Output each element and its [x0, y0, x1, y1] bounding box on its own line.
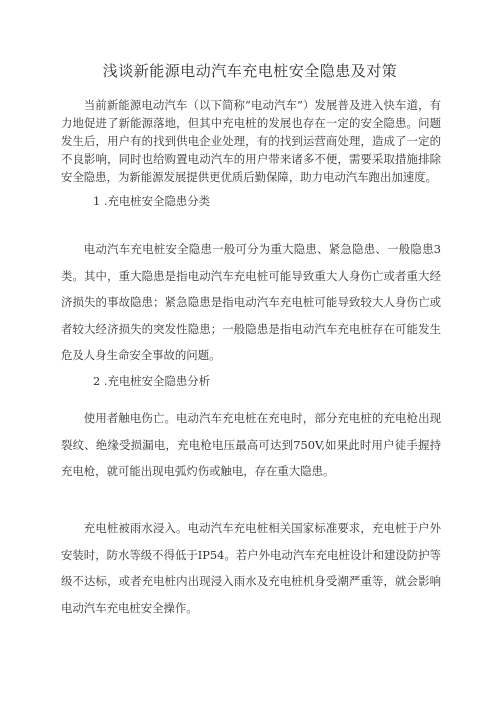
- section-2-heading: 2 .充电桩安全隐患分析: [93, 374, 211, 388]
- section-2-paragraph-2: 充电桩被雨水浸入。电动汽车充电桩相关国家标准要求，充电桩于户外安装时，防水等级不得低于IP54。若户外电动汽车充电桩设计和建设防护等级不达标，或者充电桩内出现浸入雨水及充电桩机身受潮严重等，就会影响电动汽车充电桩安全操作。: [61, 521, 441, 615]
- section-2-paragraph-1: 使用者触电伤亡。电动汽车充电桩在充电时，部分充电桩的充电枪出现裂纹、绝缘受损漏电，充电枪电压最高可达到750V,如果此时用户徒手握持充电枪，就可能出现电弧灼伤或触电，存在重大隐患。: [61, 411, 441, 479]
- document-title: 浅谈新能源电动汽车充电桩安全隐患及对策: [102, 62, 398, 80]
- intro-paragraph: 当前新能源电动汽车（以下简称“电动汽车”）发展普及进入快车道，有力地促进了新能源落地，但其中充电桩的发展也存在一定的安全隐患。问题发生后，用户有的找到供电企业处理，有的找到运营商处理，造成了一定的不良影响，同时也给购置电动汽车的用户带来诸多不便，需要采取措施排除安全隐患，为新能源发展提供更优质后勤保障，助力电动汽车跑出加速度。: [61, 98, 441, 184]
- section-1-paragraph: 电动汽车充电桩安全隐患一般可分为重大隐患、紧急隐患、一般隐患3类。其中，重大隐患是指电动汽车充电桩可能导致重大人身伤亡或者重大经济损失的事故隐患；紧急隐患是指电动汽车充电桩可能导致较大人身伤亡或者较大经济损失的突发性隐患；一般隐患是指电动汽车充电桩存在可能发生危及人身生命安全事故的问题。: [61, 242, 441, 363]
- section-1-heading: 1 .充电桩安全隐患分类: [93, 194, 211, 208]
